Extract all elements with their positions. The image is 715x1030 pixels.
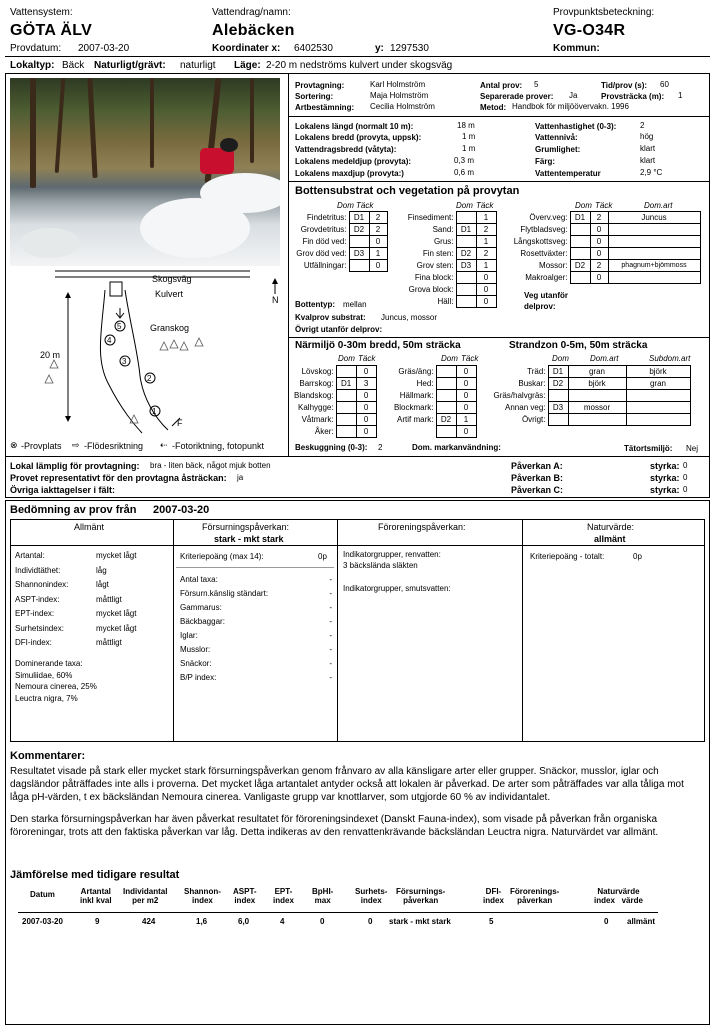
provdatum-value: 2007-03-20 <box>78 43 130 54</box>
medeldjup-label: Lokalens medeldjup (provyta): <box>295 157 412 166</box>
allmant-values <box>96 549 136 651</box>
table-row: Mossor: D2 2 phagnum+bjömmoss <box>504 260 700 272</box>
table-row: Makroalger: 0 <box>504 272 700 284</box>
markanv-label: Dom. markanvändning: <box>412 443 501 452</box>
beskuggning-value: 2 <box>378 443 383 452</box>
sortering-value: Maja Holmström <box>370 91 429 100</box>
kommun-label: Kommun: <box>553 43 600 54</box>
list-item: DFI-index: <box>15 638 52 647</box>
list-item: mycket lågt <box>96 551 137 560</box>
metod-label: Metod: <box>480 103 507 112</box>
paverkan-b-label: Påverkan B: <box>511 473 564 483</box>
map-granskog: Granskog <box>150 323 190 333</box>
bedomning-date: 2007-03-20 <box>153 504 210 516</box>
strandzon-h-dom: Dom <box>552 354 569 363</box>
narmiljo-table-2 <box>390 365 477 438</box>
krit-value: 0p <box>318 552 327 561</box>
table-row: Blockmark: 0 <box>390 402 476 414</box>
list-item: Iglar: - <box>180 631 332 640</box>
tid-label: Tid/prov (s): <box>601 81 648 90</box>
list-item: Musslor: - <box>180 645 332 654</box>
provtagning-value: Karl Holmström <box>370 80 426 89</box>
indikator-smuts-label: Indikatorgrupper, smutsvatten: <box>343 584 451 593</box>
bedomning-title: Bedömning av prov från <box>10 504 137 516</box>
list-item: Artantal: <box>15 551 45 560</box>
table-row: Flytbladsveg: 0 <box>504 224 700 236</box>
metod-value: Handbok för miljöövervakn. 1996 <box>512 102 629 111</box>
strackan-value: 1 <box>678 91 683 100</box>
strandzon-h-art: Dom.art <box>590 354 619 363</box>
h-forsurning: Försurningspåverkan: <box>202 522 290 532</box>
bottentyp-value: mellan <box>343 300 367 309</box>
list-item: Nemoura cinerea, 25% <box>15 682 97 691</box>
paverkan-c-label: Påverkan C: <box>511 485 564 495</box>
vattensystem-value: GÖTA ÄLV <box>10 22 93 39</box>
table-row: Artif mark: D2 1 <box>390 414 476 426</box>
botten-h-dom-1: Dom <box>337 201 354 210</box>
table-row: Rosettväxter: 0 <box>504 248 700 260</box>
vdbredd-value: 1 m <box>462 144 476 153</box>
kommentar-p1: Resultatet visade på stark eller mycket stark försurningspåverkan genom frånvaro av alla känsligare arter eller grupper. Snäckor, musslor, iglar och dagsländor påträffades inte alls i proverna. Det mycket låga artantalet antyder också att lokalen är påverkad. De arter som påträffades var alla tåliga mot låga pH-värden, t ex bäcksländan Nemoura cinerea. Vanligaste grupp var knottlarver, som utgjorde 60 % av individantalet. <box>10 766 684 803</box>
dominerande-taxa <box>15 658 97 704</box>
list-item: Gammarus: - <box>180 603 332 612</box>
representativt-value: ja <box>237 473 244 482</box>
botten-h-tack-1: Täck <box>356 201 374 210</box>
bottentyp-label: Bottentyp: <box>295 300 335 309</box>
vdbredd-label: Vattendragsbredd (våtyta): <box>295 145 397 154</box>
grumlighet-value: klart <box>640 144 656 153</box>
y-label: y: <box>375 43 384 54</box>
styrka-a-label: styrka: <box>650 461 680 471</box>
lokaltyp-value: Bäck <box>62 60 85 71</box>
h-fororening: Föroreningspåverkan: <box>378 522 466 532</box>
artbestamning-value: Cecilia Holmström <box>370 102 435 111</box>
koordinater-label: Koordinater x: <box>212 43 281 54</box>
natur-krit-label: Kriteriepoäng - totalt: <box>530 552 605 561</box>
list-item: Leuctra nigra, 7% <box>15 693 78 703</box>
table-row: Blandskog: 0 <box>292 390 376 402</box>
styrka-b-value: 0 <box>683 473 688 482</box>
lage-value: 2-20 m nedströms kulvert under skogsväg <box>266 60 453 71</box>
table-row: Annan veg: D3 mossor <box>490 402 690 414</box>
forsurning-items <box>180 573 332 685</box>
antal-label: Antal prov: <box>480 81 523 90</box>
lage-label: Läge: <box>234 60 261 71</box>
tatort-label: Tätortsmiljö: <box>624 444 673 453</box>
narmiljo-title: Närmiljö 0-30m bredd, 50m sträcka <box>295 340 461 351</box>
hastighet-label: Vattenhastighet (0-3): <box>535 122 617 131</box>
styrka-b-label: styrka: <box>650 473 680 483</box>
grumlighet-label: Grumlighet: <box>535 145 581 154</box>
table-row: Grus: 1 <box>396 236 496 248</box>
kvalprov-value: Juncus, mossor <box>381 313 438 322</box>
map-point-5: 5 <box>117 322 122 331</box>
legend-provplats: -Provplats <box>21 441 62 451</box>
hastighet-value: 2 <box>640 121 645 130</box>
map-foto-letter: F <box>177 418 183 428</box>
sortering-label: Sortering: <box>295 92 334 101</box>
table-row: 0 <box>390 426 476 438</box>
h-allmant: Allmänt <box>74 522 105 532</box>
map-point-2: 2 <box>147 374 152 383</box>
list-item: lågt <box>96 580 109 589</box>
forsurning-value: stark - mkt stark <box>214 534 284 544</box>
table-row: Träd: D1 gran björk <box>490 366 690 378</box>
map-skogsvag: Skogsväg <box>152 274 192 284</box>
narmiljo-table-1 <box>292 365 377 438</box>
separerade-label: Separerade prover: <box>480 92 554 101</box>
table-row: Utfällningar: 0 <box>292 260 387 272</box>
strandzon-table <box>490 365 691 426</box>
legend-flode: -Flödesriktning <box>84 441 144 451</box>
table-row: Häll: 0 <box>396 296 496 308</box>
lamplig-label: Lokal lämplig för provtagning: <box>10 461 140 471</box>
strandzon-title: Strandzon 0-5m, 50m sträcka <box>509 340 648 351</box>
table-row: Överv.veg: D1 2 Juncus <box>504 212 700 224</box>
vattendrag-value: Alebäcken <box>212 22 295 39</box>
tid-value: 60 <box>660 80 669 89</box>
table-row: Övrigt: <box>490 414 690 426</box>
list-item: måttligt <box>96 594 122 604</box>
table-row: Gräs/äng: 0 <box>390 366 476 378</box>
map-north: N <box>272 295 279 305</box>
niva-label: Vattennivå: <box>535 133 578 142</box>
dominerande-label: Dominerande taxa: <box>15 659 83 668</box>
botten-table-2 <box>396 211 497 308</box>
table-row: Fin sten: D2 2 <box>396 248 496 260</box>
antal-value: 5 <box>534 80 539 89</box>
styrka-c-label: styrka: <box>650 485 680 495</box>
krit-label: Kriteriepoäng (max 14): <box>180 552 264 561</box>
list-item: Individtäthet: <box>15 565 61 575</box>
beskuggning-label: Beskuggning (0-3): <box>295 443 368 452</box>
table-row: Sand: D1 2 <box>396 224 496 236</box>
list-item: Shannonindex: <box>15 580 69 589</box>
paverkan-a-label: Påverkan A: <box>511 461 563 471</box>
table-row: Fina block: 0 <box>396 272 496 284</box>
y-value: 1297530 <box>390 43 429 54</box>
list-item: Antal taxa: - <box>180 575 332 584</box>
vattendrag-label: Vattendrag/namn: <box>212 7 291 18</box>
list-item: Simuliidae, 60% <box>15 670 73 680</box>
table-row: Grov sten: D3 1 <box>396 260 496 272</box>
jamforelse-title: Jämförelse med tidigare resultat <box>10 869 180 881</box>
maxdjup-label: Lokalens maxdjup (provyta:) <box>295 169 404 178</box>
legend-provplats-icon: ⊗ <box>10 440 18 450</box>
h-naturvarde: Naturvärde: <box>587 522 635 532</box>
list-item: ASPT-index: <box>15 594 60 604</box>
provtagning-label: Provtagning: <box>295 81 345 90</box>
map-point-3: 3 <box>122 357 127 366</box>
list-item: Surhetsindex: <box>15 623 64 633</box>
provpunkt-value: VG-O34R <box>553 22 626 39</box>
botten-h-dom-2: Dom <box>456 201 473 210</box>
ovriga-label: Övriga iakttagelser i fält: <box>10 485 116 495</box>
provpunkt-label: Provpunktsbeteckning: <box>553 7 655 18</box>
veg-utanfor-label: Veg utanför <box>524 291 569 300</box>
botten-h-tack-2: Täck <box>476 201 494 210</box>
table-row: Barrskog: D1 3 <box>292 378 376 390</box>
lamplig-value: bra - liten bäck, något mjuk botten <box>150 461 271 470</box>
list-item: B/P index: - <box>180 673 332 682</box>
naturvarde-value: allmänt <box>594 534 626 544</box>
temp-label: Vattentemperatur <box>535 169 601 178</box>
jamforelse-row: 2007-03-20 9 424 1,6 6,0 4 0 0 stark - mkt stark 5 0 allmänt <box>22 917 656 926</box>
map-kulvert: Kulvert <box>155 289 184 299</box>
map-point-4: 4 <box>107 336 112 345</box>
naturlig-value: naturligt <box>180 60 216 71</box>
legend-foto-icon: ⇠ <box>160 440 168 450</box>
vattensystem-label: Vattensystem: <box>10 7 73 18</box>
bredd-value: 1 m <box>462 132 476 141</box>
indikator-ren-label: Indikatorgrupper, renvatten: <box>343 550 441 559</box>
table-row: Lövskog: 0 <box>292 366 376 378</box>
natur-krit-value: 0p <box>633 552 642 561</box>
map-point-1: 1 <box>152 407 157 416</box>
medeldjup-value: 0,3 m <box>454 156 475 165</box>
list-item: låg <box>96 565 107 575</box>
table-row: Våtmark: 0 <box>292 414 376 426</box>
legend-foto: -Fotoriktning, fotopunkt <box>172 441 265 451</box>
artbestamning-label: Artbestämning: <box>295 103 355 112</box>
narmiljo-h-tack-1: Täck <box>358 354 376 363</box>
lokaltyp-label: Lokaltyp: <box>10 60 55 71</box>
ovrigt-utanfor-label: Övrigt utanför delprov: <box>295 325 383 334</box>
table-row: Åker: 0 <box>292 426 376 438</box>
temp-value: 2,9 °C <box>640 168 663 177</box>
botten-h-tack-3: Täck <box>595 201 613 210</box>
strandzon-h-sub: Subdom.art <box>649 354 691 363</box>
farg-value: klart <box>640 156 656 165</box>
styrka-a-value: 0 <box>683 461 688 470</box>
langd-label: Lokalens längd (normalt 10 m): <box>295 122 414 131</box>
botten-table-3 <box>504 211 701 284</box>
kommentar-p2: Den starka försurningspåverkan har även påverkat resultatet för föroreningsindexet (Danskt Fauna-index), som visade på påverkan från organiska föroreningar, trots att den faktiska påverkan var låg. Detta indikeras av den renvattenkrävande bäcksländan Leuctra nigra. Naturvärdet var allmänt. <box>10 814 659 838</box>
narmiljo-h-dom-2: Dom <box>441 354 458 363</box>
list-item: mycket lågt <box>96 623 137 633</box>
list-item: EPT-index: <box>15 609 55 618</box>
table-row: Långskottsveg: 0 <box>504 236 700 248</box>
list-item: mycket lågt <box>96 609 137 618</box>
farg-label: Färg: <box>535 157 555 166</box>
bredd-label: Lokalens bredd (provyta, uppsk): <box>295 133 422 142</box>
indikator-ren-value: 3 bäckslända släkten <box>343 561 418 570</box>
table-row: Gräs/halvgräs: <box>490 390 690 402</box>
botten-title: Bottensubstrat och vegetation på provytan <box>295 185 520 197</box>
styrka-c-value: 0 <box>683 485 688 494</box>
separerade-value: Ja <box>569 91 578 100</box>
kvalprov-label: Kvalprov substrat: <box>295 313 366 322</box>
narmiljo-h-tack-2: Täck <box>461 354 479 363</box>
x-value: 6402530 <box>294 43 333 54</box>
table-row: Fin död ved: 0 <box>292 236 387 248</box>
strackan-label: Provsträcka (m): <box>601 92 665 101</box>
list-item: Försurn.känslig ständart: - <box>180 589 332 598</box>
table-row: Findetritus: D1 2 <box>292 212 387 224</box>
kommentarer-title: Kommentarer: <box>10 750 86 762</box>
botten-table-1 <box>292 211 388 272</box>
site-map-sketch <box>10 268 285 453</box>
jamforelse-header: Datum Artantal inkl kval Individantal per m2 Shannon- index ASPT- index EPT- index BpHI- max Surhets- index Försurnings- påverkan DFI- index Förorenings- påverkan Naturvärde index värde <box>30 887 643 905</box>
tatort-value: Nej <box>686 444 699 453</box>
table-row: Hed: 0 <box>390 378 476 390</box>
narmiljo-h-dom-1: Dom <box>338 354 355 363</box>
legend-flode-icon: ⇨ <box>72 440 80 450</box>
provdatum-label: Provdatum: <box>10 43 62 54</box>
langd-value: 18 m <box>457 121 475 130</box>
list-item: måttligt <box>96 638 122 647</box>
table-row: Grovdetritus: D2 2 <box>292 224 387 236</box>
list-item: Snäckor: - <box>180 659 332 668</box>
allmant-labels <box>15 549 68 651</box>
representativt-label: Provet representativt för den provtagna åsträckan: <box>10 473 227 483</box>
naturlig-label: Naturligt/grävt: <box>94 60 166 71</box>
maxdjup-value: 0,6 m <box>454 168 475 177</box>
site-photo <box>10 78 280 266</box>
list-item: Bäckbaggar: - <box>180 617 332 626</box>
table-row: Kalhygge: 0 <box>292 402 376 414</box>
botten-h-dom-3: Dom <box>575 201 592 210</box>
map-distance: 20 m <box>40 350 61 360</box>
niva-value: hög <box>640 132 654 141</box>
table-row: Buskar: D2 björk gran <box>490 378 690 390</box>
botten-h-domart: Dom.art <box>644 201 673 210</box>
veg-delprov-label: delprov: <box>524 302 556 311</box>
table-row: Grova block: 0 <box>396 284 496 296</box>
table-row: Hällmark: 0 <box>390 390 476 402</box>
table-row: Grov död ved: D3 1 <box>292 248 387 260</box>
table-row: Finsediment: 1 <box>396 212 496 224</box>
